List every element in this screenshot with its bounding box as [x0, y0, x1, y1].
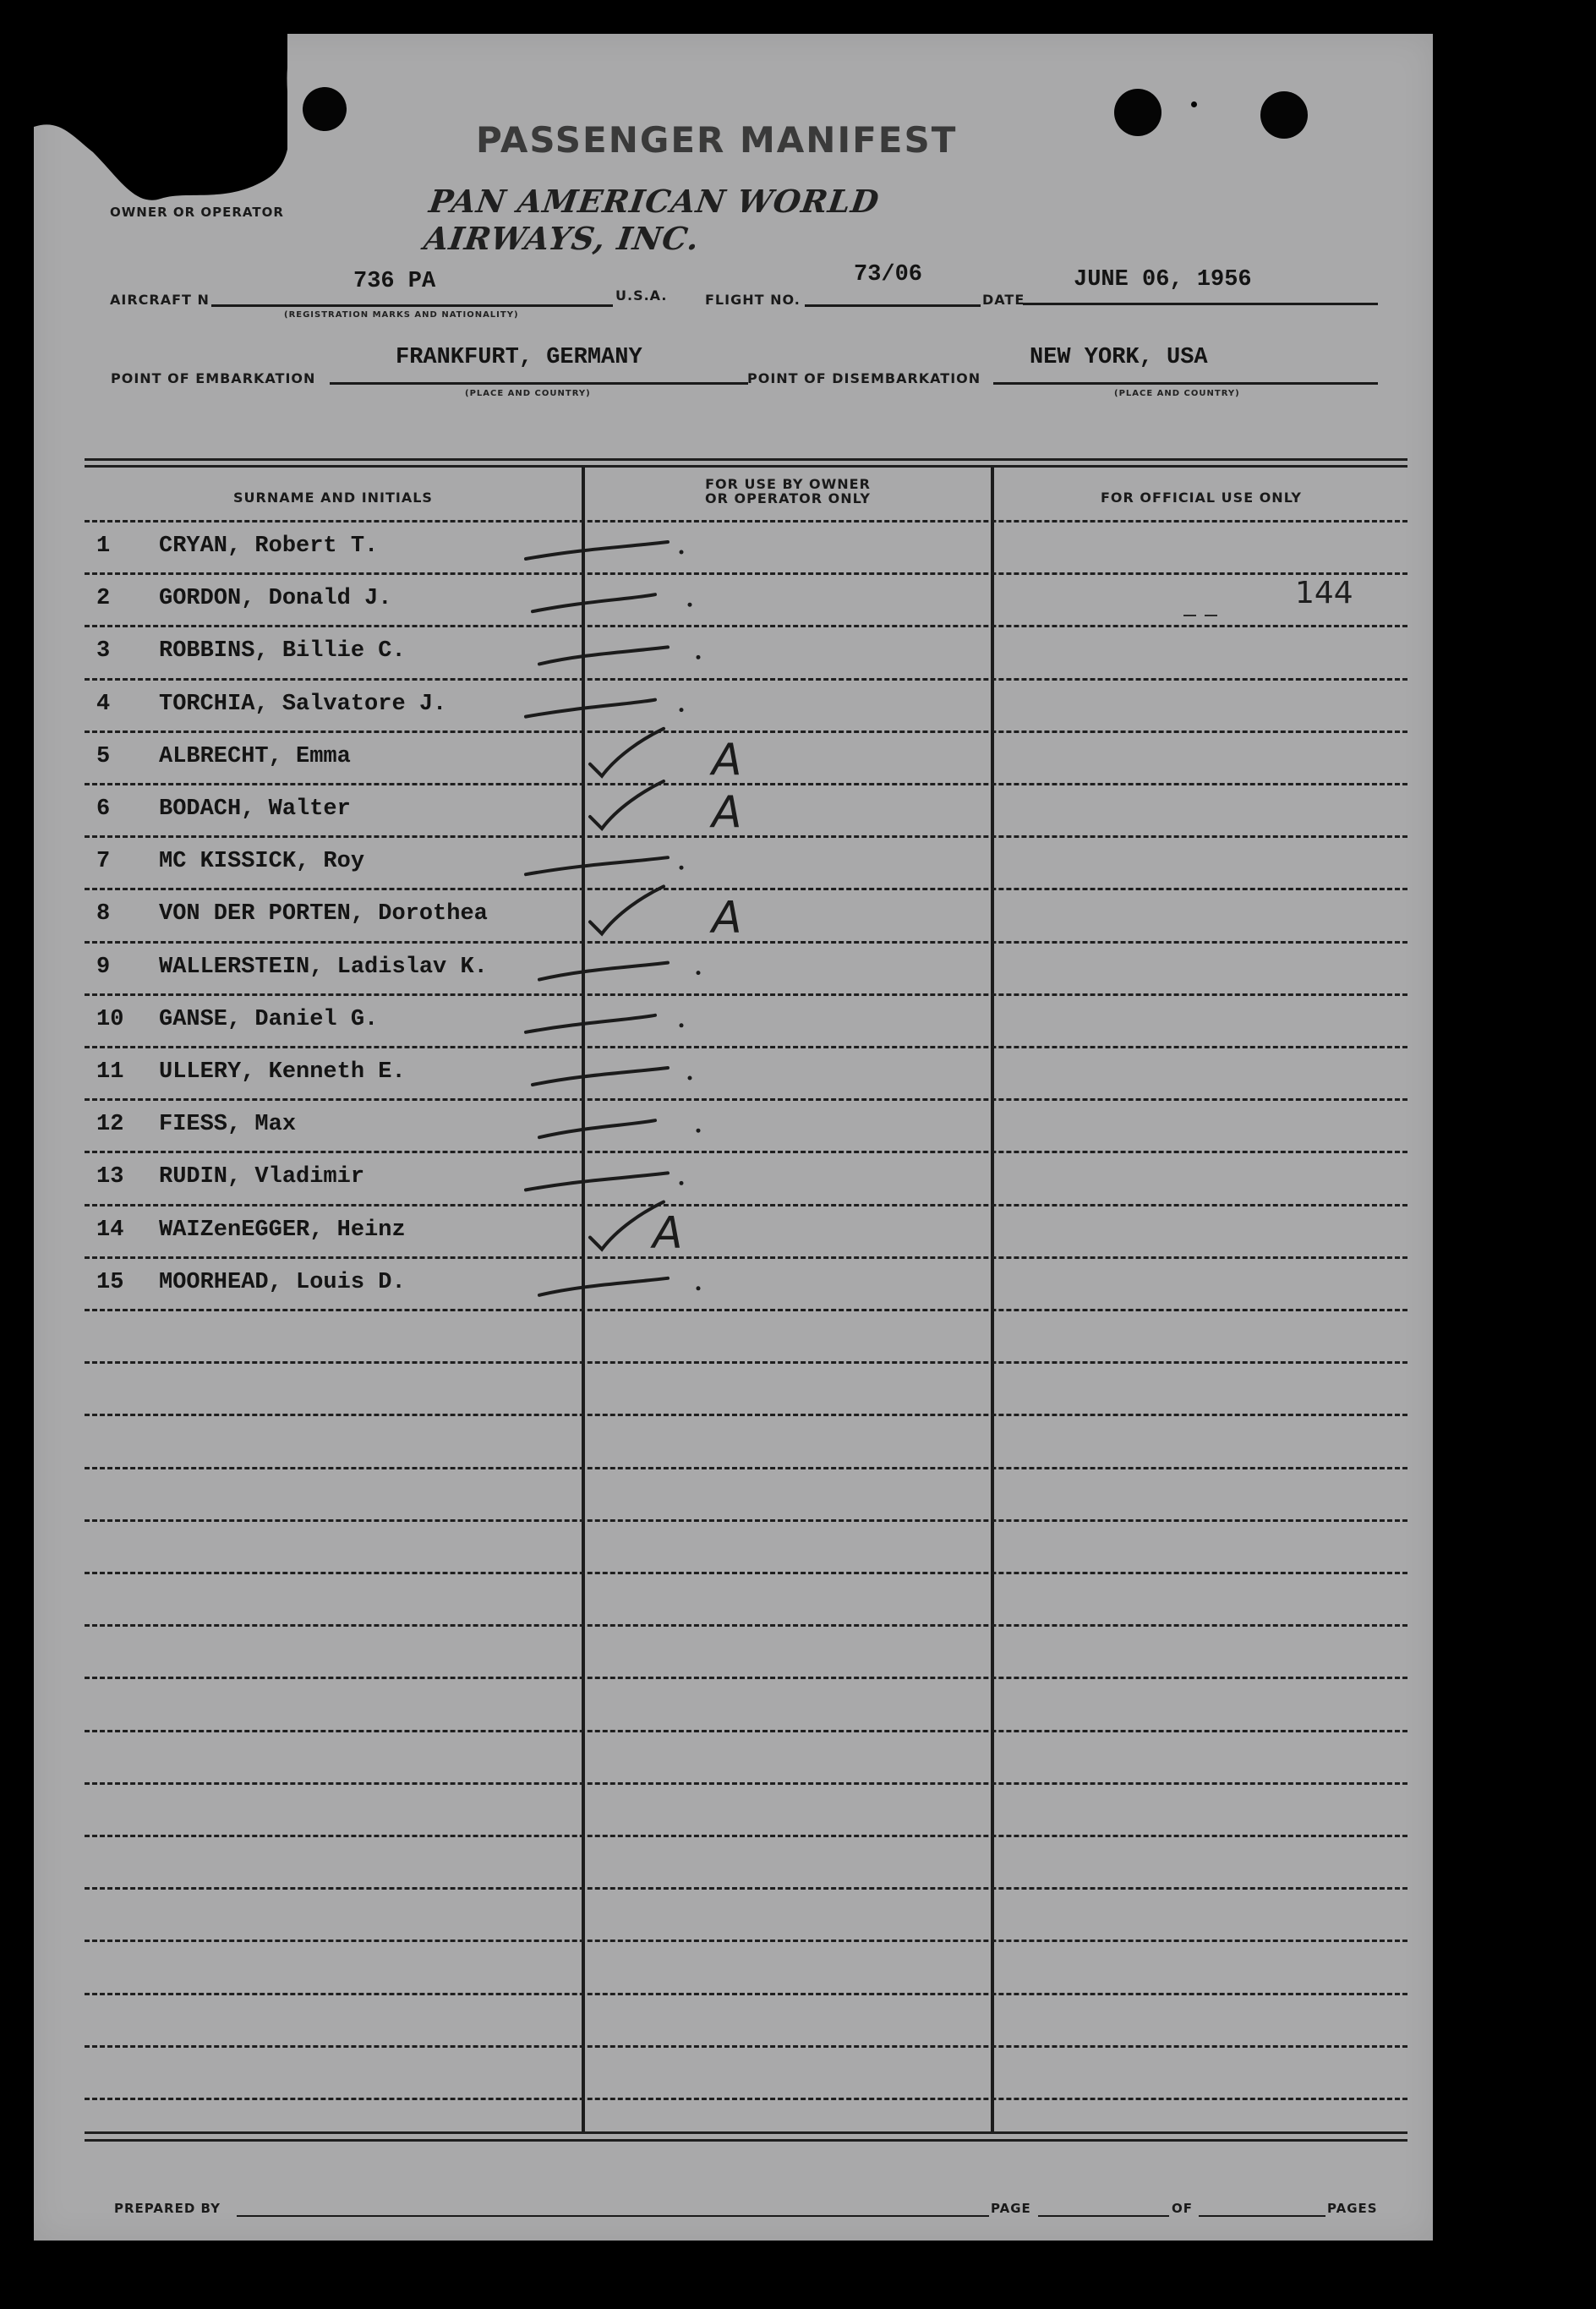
handwritten-dash — [526, 1173, 668, 1190]
passenger-name: GORDON, Donald J. — [159, 586, 392, 611]
owner-name: PAN AMERICAN WORLD AIRWAYS, INC. — [421, 183, 883, 257]
column-header-owner-2: OR OPERATOR ONLY — [705, 490, 871, 506]
row-number: 13 — [96, 1164, 124, 1190]
passenger-name: VON DER PORTEN, Dorothea — [159, 901, 488, 927]
prepared-by-label: PREPARED BY — [114, 2201, 221, 2216]
handwritten-dot — [697, 971, 701, 975]
page-title: PASSENGER MANIFEST — [476, 119, 958, 161]
column-header-owner-1: FOR USE BY OWNER — [705, 476, 871, 492]
handwritten-dash — [526, 857, 668, 874]
passenger-name: WAIZenEGGER, Heinz — [159, 1217, 406, 1243]
handwritten-dot — [697, 1129, 701, 1133]
usa-label: U.S.A. — [615, 287, 668, 304]
aircraft-value: 736 PA — [353, 269, 436, 294]
place-caption-embark: (PLACE AND COUNTRY) — [465, 389, 591, 398]
row-number: 7 — [96, 849, 111, 874]
owner-label: OWNER OR OPERATOR — [110, 205, 284, 220]
handwritten-A: A — [653, 1207, 683, 1259]
passenger-name: ULLERY, Kenneth E. — [159, 1059, 406, 1085]
handwritten-dash — [539, 1278, 668, 1295]
official-note: 144 — [1295, 576, 1353, 610]
handwritten-dash — [533, 1068, 668, 1085]
passenger-name: TORCHIA, Salvatore J. — [159, 692, 447, 717]
row-number: 15 — [96, 1270, 124, 1295]
registration-caption: (REGISTRATION MARKS AND NATIONALITY) — [284, 310, 519, 320]
row-number: 8 — [96, 901, 111, 927]
handwritten-dot — [680, 866, 684, 870]
row-number: 9 — [96, 955, 111, 980]
disembarkation-value: NEW YORK, USA — [1030, 345, 1208, 370]
passenger-name: WALLERSTEIN, Ladislav K. — [159, 955, 488, 980]
row-number: 5 — [96, 744, 111, 769]
passenger-name: MC KISSICK, Roy — [159, 849, 365, 874]
date-value: JUNE 06, 1956 — [1074, 267, 1252, 293]
row-number: 6 — [96, 796, 111, 822]
table-bottom-rule — [85, 2131, 1407, 2134]
table-bottom-rule-2 — [85, 2139, 1407, 2142]
handwritten-dot — [697, 1286, 701, 1290]
handwritten-A: A — [712, 734, 742, 785]
embarkation-value: FRANKFURT, GERMANY — [396, 345, 642, 370]
row-number: 4 — [96, 692, 111, 717]
handwritten-dot — [680, 1181, 684, 1185]
handwritten-dot — [688, 1076, 692, 1081]
handwritten-dot — [697, 655, 701, 659]
row-number: 10 — [96, 1007, 124, 1032]
handwritten-dot — [680, 708, 684, 712]
passenger-name: ROBBINS, Billie C. — [159, 638, 406, 664]
place-caption-disembark: (PLACE AND COUNTRY) — [1114, 389, 1240, 398]
passenger-name: ALBRECHT, Emma — [159, 744, 351, 769]
date-label: DATE — [982, 292, 1025, 308]
passenger-name: CRYAN, Robert T. — [159, 533, 379, 559]
handwritten-dash — [526, 700, 655, 717]
embarkation-label: POINT OF EMBARKATION — [111, 370, 316, 386]
handwritten-dash — [539, 963, 668, 980]
flight-label: FLIGHT NO. — [705, 292, 801, 308]
handwritten-check — [590, 886, 664, 933]
passenger-name: RUDIN, Vladimir — [159, 1164, 365, 1190]
row-number: 2 — [96, 586, 111, 611]
handwritten-dash — [539, 647, 668, 664]
flight-value: 73/06 — [854, 262, 923, 287]
handwritten-dash — [526, 542, 668, 559]
row-number: 14 — [96, 1217, 124, 1243]
page-label: PAGE — [991, 2201, 1031, 2216]
prepared-by-line — [237, 2215, 989, 2217]
handwritten-A: A — [712, 787, 742, 838]
row-number: 3 — [96, 638, 111, 664]
handwritten-dot — [680, 550, 684, 555]
handwritten-dash — [539, 1120, 655, 1137]
passenger-name: MOORHEAD, Louis D. — [159, 1270, 406, 1295]
passenger-name: GANSE, Daniel G. — [159, 1007, 379, 1032]
pages-label: PAGES — [1327, 2201, 1378, 2216]
row-number: 12 — [96, 1112, 124, 1137]
handwritten-dot — [688, 603, 692, 607]
aircraft-label: AIRCRAFT N — [110, 292, 210, 308]
handwritten-dash — [526, 1015, 655, 1032]
handwritten-dash — [533, 594, 655, 611]
handwritten-check — [590, 781, 664, 829]
row-number: 1 — [96, 533, 111, 559]
of-label: OF — [1172, 2201, 1193, 2216]
handwritten-dot — [680, 1023, 684, 1027]
disembarkation-label: POINT OF DISEMBARKATION — [747, 370, 981, 386]
page-line — [1038, 2215, 1169, 2217]
column-header-surname: SURNAME AND INITIALS — [233, 490, 433, 506]
passenger-name: BODACH, Walter — [159, 796, 351, 822]
passenger-name: FIESS, Max — [159, 1112, 297, 1137]
of-line — [1199, 2215, 1325, 2217]
handwritten-check — [590, 729, 664, 776]
column-header-official: FOR OFFICIAL USE ONLY — [1101, 490, 1302, 506]
row-number: 11 — [96, 1059, 124, 1085]
handwritten-A: A — [712, 892, 742, 944]
